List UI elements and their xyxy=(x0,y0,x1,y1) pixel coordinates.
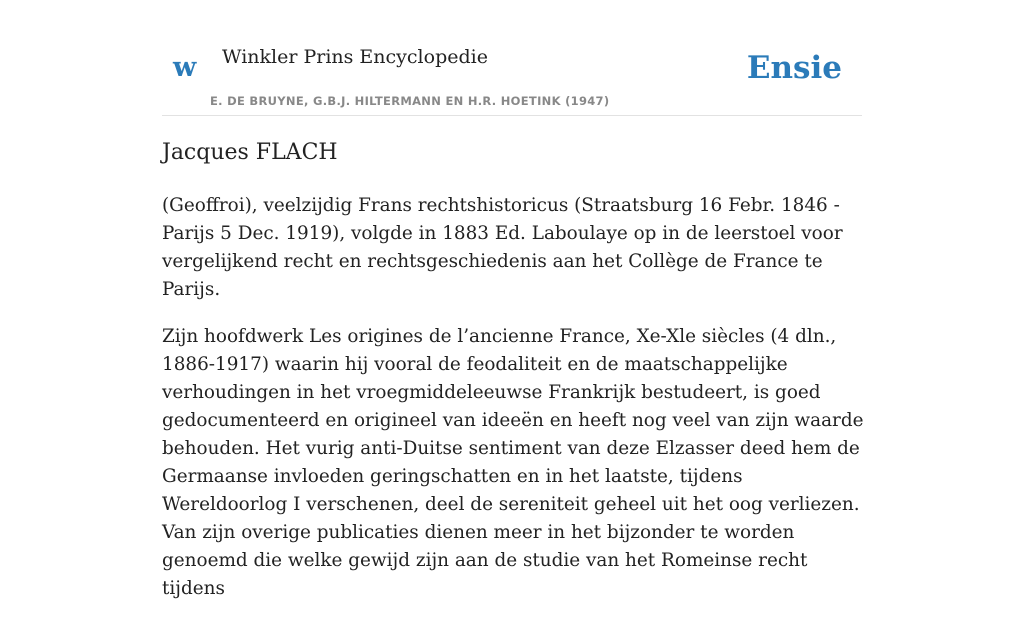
article-body xyxy=(162,192,867,622)
book-authors: E. DE BRUYNE, G.B.J. HILTERMANN EN H.R. HOETINK (1947) xyxy=(210,94,610,108)
winkler-prins-logo-icon[interactable]: w xyxy=(173,52,197,83)
site-header xyxy=(162,40,862,116)
article-title: Jacques FLACH xyxy=(162,140,338,165)
article-paragraph: (Geoffroi), veelzijdig Frans rechtshistoricus (Straatsburg 16 Febr. 1846 - Parijs 5 Dec. 1919), volgde in 1883 Ed. Laboulaye op in de leerstoel voor vergelijkend recht en rechtsgeschiedenis aan het Collège de France te Parijs. xyxy=(162,195,843,300)
book-title-link[interactable]: Winkler Prins Encyclopedie xyxy=(222,46,488,68)
article-paragraph: Zijn hoofdwerk Les origines de l’ancienne France, Xe-Xle siècles (4 dln., 1886-1917) waarin hij vooral de feodaliteit en de maatschappelijke verhoudingen in het vroegmiddeleeuwse Frankrijk bestudeert, is goed gedocumenteerd en origineel van ideeën en heeft nog veel van zijn waarde behouden. Het vurig anti-Duitse sentiment van deze Elzasser deed hem de Germaanse invloeden geringschatten en in het laatste, tijdens Wereldoorlog I verschenen, deel de sereniteit geheel uit het oog verliezen. Van zijn overige publicaties dienen meer in het bijzonder te worden genoemd die welke gewijd zijn aan de studie van het Romeinse recht tijdens xyxy=(162,326,864,599)
ensie-logo[interactable]: Ensie xyxy=(746,50,842,86)
